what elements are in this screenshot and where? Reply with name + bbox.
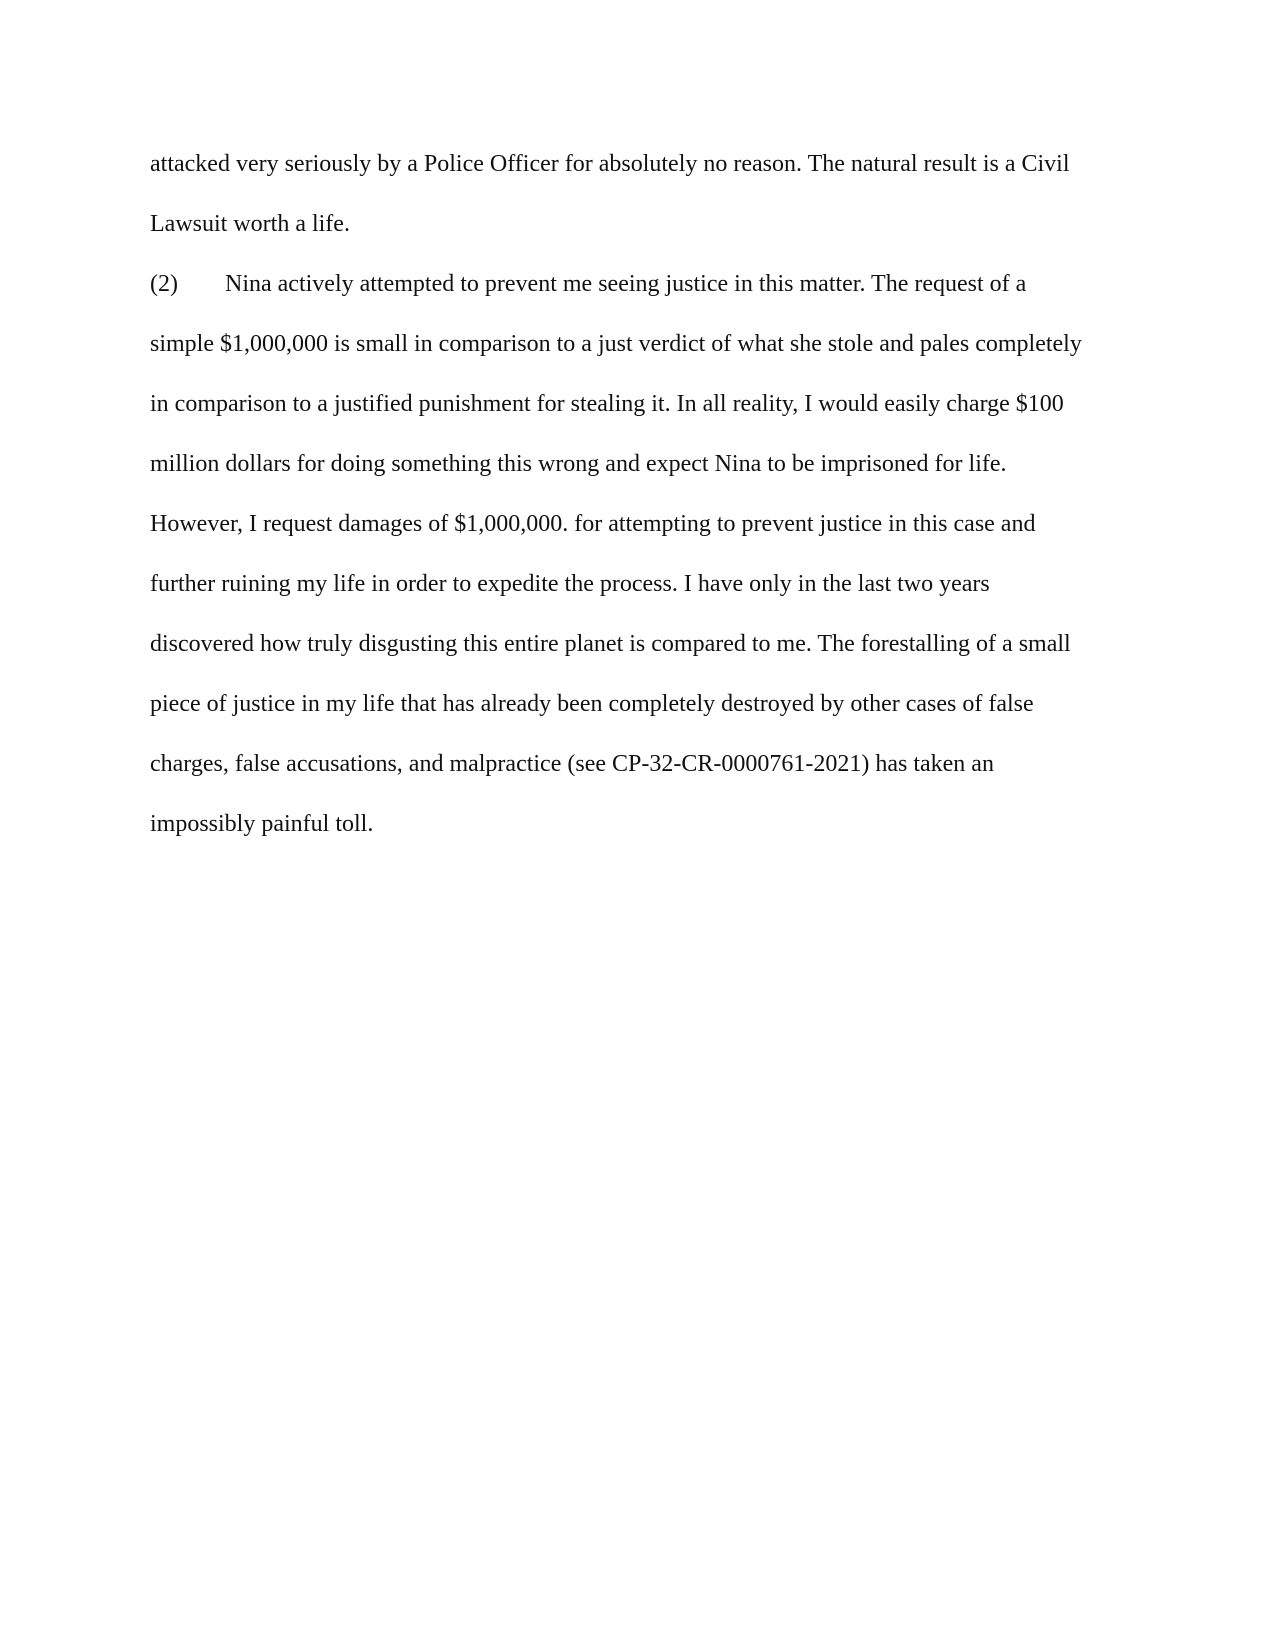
text-line: Lawsuit worth a life. [150, 211, 350, 237]
text-line: However, I request damages of $1,000,000. for attempting to prevent justice in this case and [150, 511, 1036, 537]
text-line: simple $1,000,000 is small in comparison to a just verdict of what she stole and pales completely [150, 331, 1082, 357]
paragraph-2-first-line [150, 260, 1130, 320]
text-line: Nina actively attempted to prevent me seeing justice in this matter. The request of a [225, 271, 1027, 297]
text-line: discovered how truly disgusting this entire planet is compared to me. The forestalling of a small [150, 631, 1071, 657]
body-text [150, 140, 1130, 860]
text-line: charges, false accusations, and malpractice (see CP-32-CR-0000761-2021) has taken an [150, 751, 994, 777]
text-line: attacked very seriously by a Police Officer for absolutely no reason. The natural result is a Civil [150, 151, 1070, 177]
text-line: million dollars for doing something this wrong and expect Nina to be imprisoned for life. [150, 451, 1007, 477]
text-line: piece of justice in my life that has already been completely destroyed by other cases of false [150, 691, 1034, 717]
text-line: further ruining my life in order to expedite the process. I have only in the last two years [150, 571, 990, 597]
text-line: impossibly painful toll. [150, 811, 374, 837]
paragraph-number: (2) [150, 271, 178, 297]
text-line: in comparison to a justified punishment for stealing it. In all reality, I would easily charge $100 [150, 391, 1064, 417]
